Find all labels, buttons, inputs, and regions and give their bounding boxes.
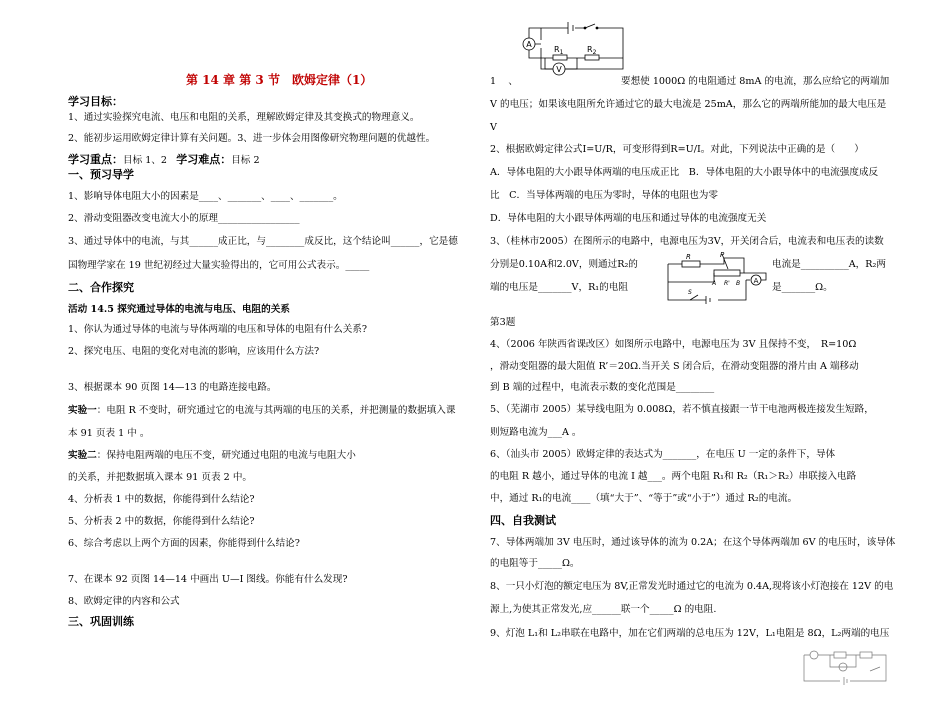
q3-line2-right: 电流是__________A，R₂两 [772, 259, 886, 270]
q6-line1: 6、（汕头市 2005）欧姆定律的表达式为_______，在电压 U 一定的条件下，导体 [490, 449, 836, 460]
q7-line2: 的电阻等于_____Ω。 [490, 558, 580, 569]
fig3-s-label: S [688, 289, 692, 296]
fig3-ammeter-label: A [753, 277, 759, 285]
fig3-r-label: R [686, 253, 691, 261]
experiment-1-line1 [68, 405, 455, 417]
ammeter-label: A [526, 40, 532, 49]
circuit-diagram-3 [662, 250, 772, 308]
q6-line3: 中，通过 R₁的电流____（填“大于”、“等于”或“小于”）通过 R₂的电流。 [490, 493, 798, 504]
key-heading: 学习重点： [68, 153, 123, 166]
explore-q1: 1、你认为通过导体的电流与导体两端的电压和导体的电阻有什么关系? [68, 324, 368, 335]
q5-line2: 则短路电流为___A 。 [490, 427, 582, 438]
circuit-diagram-9 [800, 641, 890, 687]
q1-sep: 、 [508, 76, 518, 87]
goals-heading: 学习目标： [68, 95, 123, 108]
q3-line1: 3、（桂林市2005）在图所示的电路中，电源电压为3V，开关闭合后，电流表和电压表的读数 [490, 236, 884, 247]
preview-q3-line2: 国物理学家在 19 世纪初经过大量实验得出的，它可用公式表示。_____ [68, 260, 370, 271]
q1-line2: V 的电压；如果该电阻所允许通过它的最大电流是 25mA，那么它的两端所能加的最大电压是 [490, 99, 887, 110]
fig3-rprime-label: R' [724, 280, 730, 287]
q1-num: 1 [490, 76, 497, 87]
experiment-2-label: 实验二 [68, 450, 97, 461]
q8-line2: 源上,为使其正常发光,应______联一个_____Ω 的电阻. [490, 604, 717, 615]
preview-q2: 2、滑动变阻器改变电流大小的原理_________________ [68, 213, 300, 224]
q3-caption: 第3题 [490, 317, 516, 328]
q2-stem: 2、根据欧姆定律公式I=U/R，可变形得到R=U/I。对此，下列说法中正确的是（ ） [490, 144, 864, 155]
experiment-1-label: 实验一 [68, 405, 97, 416]
q4-line2: ，滑动变阻器的最大阻值 R’＝20Ω.当开关 S 闭合后，在滑动变阻器的滑片由 A 端移动 [490, 361, 859, 372]
experiment-2-line2: 的关系，并把数据填入课本 91 页表 2 中。 [68, 472, 253, 483]
r1-label: $R_1$ [554, 45, 564, 56]
q3-line2: 分别是0.10A和2.0V，则通过R₂的 [490, 259, 638, 270]
q3-line3-right: 是_______Ω。 [772, 282, 833, 293]
r2-label: $R_2$ [587, 45, 597, 56]
section-cooperate: 二、合作探究 [68, 281, 134, 294]
explore-q2: 2、探究电压、电阻的变化对电流的影响，应该用什么方法? [68, 346, 320, 357]
voltmeter-label: V [556, 65, 562, 74]
q2-option-d: D．导体电阻的大小跟导体两端的电压和通过导体的电流强度无关 [490, 213, 767, 224]
circuit-diagram-1 [515, 18, 640, 84]
activity-title: 活动 14.5 探究通过导体的电流与电压、电阻的关系 [68, 304, 290, 315]
goals-line-1: 1、通过实验探究电流、电压和电阻的关系，理解欧姆定律及其变换式的物理意义。 [68, 112, 420, 123]
experiment-2-line1 [68, 450, 356, 462]
experiment-1-text: ：电阻 R 不变时，研究通过它的电流与其两端的电压的关系，并把测量的数据填入课 [96, 405, 456, 416]
q5-line1: 5、（芜湖市 2005）某导线电阻为 0.008Ω，若不慎直接跟一节干电池两极连接发生短路， [490, 404, 874, 415]
difficulty-value: 目标 2 [231, 155, 260, 166]
q3-line3: 端的电压是_______V，R₁的电阻 [490, 282, 628, 293]
section-self-test: 四、自我测试 [490, 514, 556, 527]
explore-q5: 5、分析表 2 中的数据，你能得到什么结论? [68, 516, 255, 527]
q1-number [490, 76, 518, 88]
key-value: 目标 1、2 [123, 155, 168, 166]
key-difficulty-line [68, 154, 260, 167]
q6-line2: 的电阻 R 越小，通过导体的电流 I 越___。两个电阻 R₁和 R₂（R₁＞R₂）串联接入电路 [490, 471, 857, 482]
experiment-2-text: ：保持电阻两端的电压不变，研究通过电阻的电流与电阻大小 [96, 450, 356, 461]
q2-option-c: 比 C．当导体两端的电压为零时，导体的电阻也为零 [490, 190, 718, 201]
q4-line1: 4、（2006 年陕西省课改区）如图所示电路中，电源电压为 3V 且保持不变， R=10Ω [490, 339, 857, 350]
section-consolidate: 三、巩固训练 [68, 615, 134, 628]
q1-line3: V [490, 122, 497, 133]
section-preview: 一、预习导学 [68, 168, 134, 181]
q1-line1: 要想使 1000Ω 的电阻通过 8mA 的电流，那么应给它的两端加 [621, 76, 890, 87]
q2-option-ab: A．导体电阻的大小跟导体两端的电压成正比 B．导体电阻的大小跟导体中的电流强度成反 [490, 167, 879, 178]
explore-q8: 8、欧姆定律的内容和公式 [68, 596, 180, 607]
q4-line3: 到 B 端的过程中，电流表示数的变化范围是________ [490, 382, 715, 393]
preview-q3-line1: 3、通过导体中的电流，与其______成正比，与________成反比，这个结论叫______，它是德 [68, 236, 458, 247]
experiment-1-line2: 本 91 页表 1 中 。 [68, 428, 150, 439]
page-title: 第 14 章 第 3 节 欧姆定律（1） [186, 73, 373, 87]
q7-line1: 7、导体两端加 3V 电压时，通过该导体的流为 0.2A；在这个导体两端加 6V 的电压时，该导体 [490, 537, 896, 548]
preview-q1: 1、影响导体电阻大小的因素是____、_______、____、_______。 [68, 191, 343, 202]
fig3-p-label: P [720, 251, 725, 259]
q9-line1: 9、灯泡 L₁和 L₂串联在电路中，加在它们两端的总电压为 12V，L₁电阻是 8Ω，L₂两端的电压 [490, 628, 890, 639]
explore-q7: 7、在课本 92 页图 14—14 中画出 U—I 图线。你能有什么发现? [68, 574, 348, 585]
fig3-a-label: A [712, 280, 717, 287]
difficulty-heading: 学习难点： [176, 153, 232, 166]
q8-line1: 8、一只小灯泡的额定电压为 8V,正常发光时通过它的电流为 0.4A,现将该小灯泡接在 12V 的电 [490, 581, 894, 592]
explore-q3: 3、根据课本 90 页图 14—13 的电路连接电路。 [68, 382, 277, 393]
fig3-b-label: B [736, 280, 741, 287]
explore-q4: 4、分析表 1 中的数据，你能得到什么结论? [68, 494, 255, 505]
goals-line-2: 2、能初步运用欧姆定律计算有关问题。3、进一步体会用图像研究物理问题的优越性。 [68, 133, 436, 144]
explore-q6: 6、综合考虑以上两个方面的因素，你能得到什么结论? [68, 538, 300, 549]
